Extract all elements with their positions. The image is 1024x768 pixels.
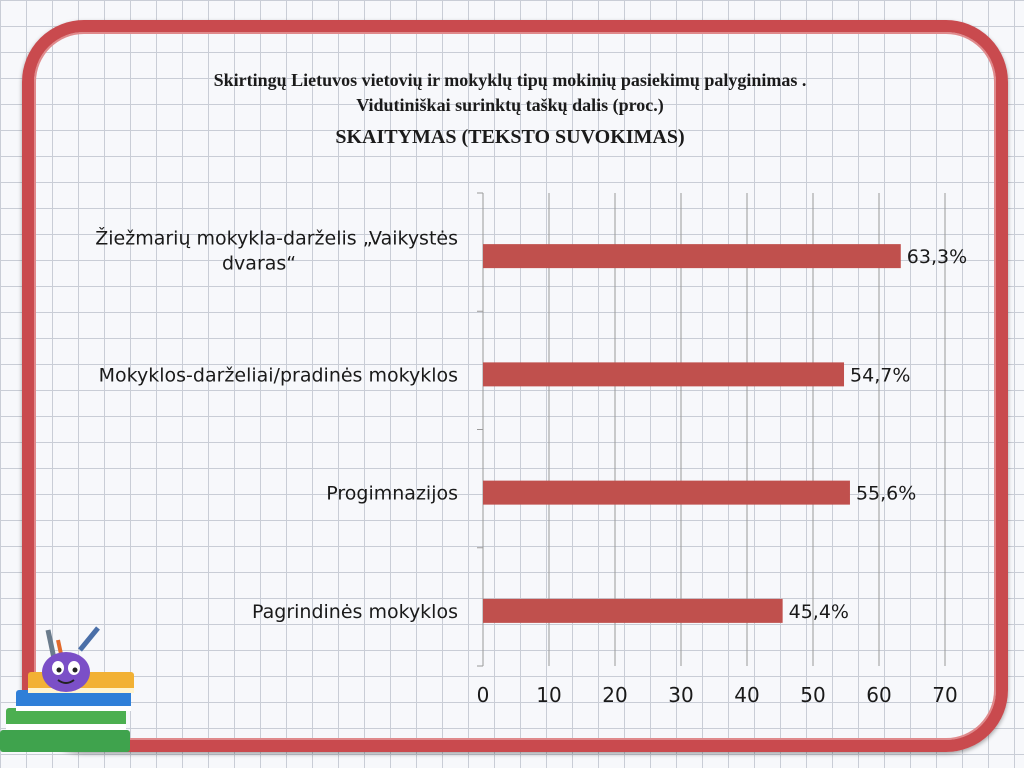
chart-title-line-2: Vidutiniškai surinktų taškų dalis (proc.) [356, 95, 664, 115]
x-tick-label: 70 [932, 683, 958, 707]
books-mascot-icon [0, 610, 150, 760]
category-label: Žiežmarių mokykla-darželis „Vaikystės dvaras“ [95, 227, 458, 275]
x-tick-label: 10 [536, 683, 562, 707]
bar [483, 481, 850, 505]
data-label: 45,4% [788, 600, 849, 623]
x-tick-label: 60 [866, 683, 892, 707]
data-label: 63,3% [906, 246, 968, 269]
chart-title-line-3: SKAITYMAS (TEKSTO SUVOKIMAS) [335, 126, 685, 148]
chart-title-line-1: Skirtingų Lietuvos vietovių ir mokyklų tipų mokinių pasiekimų palyginimas . [213, 70, 807, 90]
x-tick-label: 50 [800, 683, 826, 707]
bar [483, 244, 901, 268]
x-tick-label: 40 [734, 683, 760, 707]
category-label: Pagrindinės mokyklos [252, 600, 458, 623]
x-tick-label: 30 [668, 683, 694, 707]
category-label: Mokyklos-darželiai/pradinės mokyklos [98, 364, 458, 387]
data-label: 54,7% [850, 364, 911, 387]
x-tick-label: 0 [476, 683, 490, 707]
data-label: 55,6% [855, 482, 917, 505]
category-label: Progimnazijos [326, 482, 458, 505]
bar [483, 599, 783, 623]
bar [483, 362, 844, 386]
x-tick-label: 20 [602, 683, 628, 707]
